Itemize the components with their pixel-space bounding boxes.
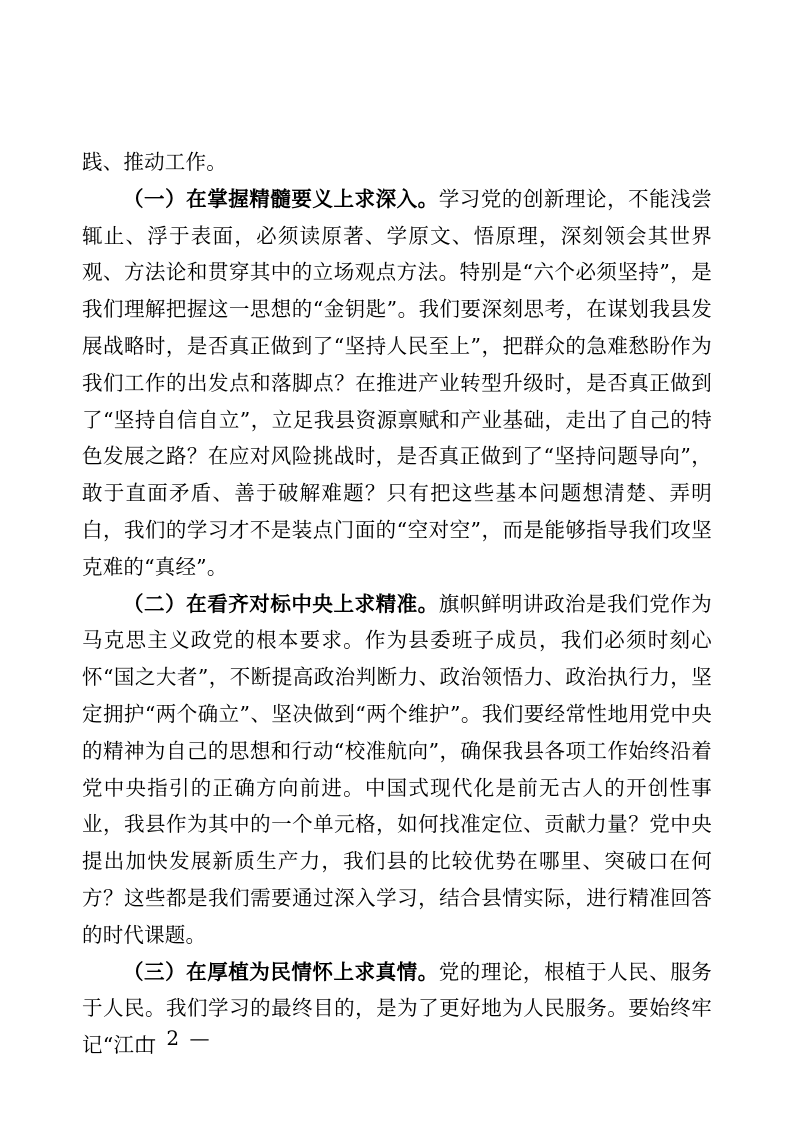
section-1-heading: （一）在掌握精髓要义上求深入。 — [123, 186, 439, 211]
section-1-paragraph — [82, 181, 712, 586]
section-3-heading: （三）在厚植为民情怀上求真情。 — [123, 959, 439, 984]
lead-in-paragraph: 践、推动工作。 — [82, 150, 227, 174]
section-2-body: 旗帜鲜明讲政治是我们党作为马克思主义政党的根本要求。作为县委班子成员，我们必须时刻心怀“国之大者”，不断提高政治判断力、政治领悟力、政治执行力，坚定拥护“两个确立”、坚决做到“两个维护”。我们要经常性地用党中央的精神为自己的思想和行动“校准航向”，确保我县各项工作始终沿着党中央指引的正确方向前进。中国式现代化是前无古人的开创性事业，我县作为其中的一个单元格，如何找准定位、贡献力量？党中央提出加快发展新质生产力，我们县的比较优势在哪里、突破口在何方？这些都是我们需要通过深入学习，结合县情实际，进行精准回答的时代课题。 — [82, 591, 712, 947]
section-2-heading: （二）在看齐对标中央上求精准。 — [123, 591, 439, 616]
section-1-body: 学习党的创新理论，不能浅尝辄止、浮于表面，必须读原著、学原文、悟原理，深刻领会其世界观、方法论和贯穿其中的立场观点方法。特别是“六个必须坚持”，是我们理解把握这一思想的“金钥匙”。我们要深刻思考，在谋划我县发展战略时，是否真正做到了“坚持人民至上”，把群众的急难愁盼作为我们工作的出发点和落脚点？在推进产业转型升级时，是否真正做到了“坚持自信自立”，立足我县资源禀赋和产业基础，走出了自己的特色发展之路？在应对风险挑战时，是否真正做到了“坚持问题导向”，敢于直面矛盾、善于破解难题？只有把这些基本问题想清楚、弄明白，我们的学习才不是装点门面的“空对空”，而是能够指导我们攻坚克难的“真经”。 — [82, 186, 712, 579]
section-3-body: 党的理论，根植于人民、服务于人民。我们学习的最终目的，是为了更好地为人民服务。要始终牢记“江山 — [82, 959, 712, 1058]
page-number: — 2 — — [136, 1026, 212, 1050]
document-body — [82, 144, 712, 1064]
section-2-paragraph — [82, 586, 712, 954]
